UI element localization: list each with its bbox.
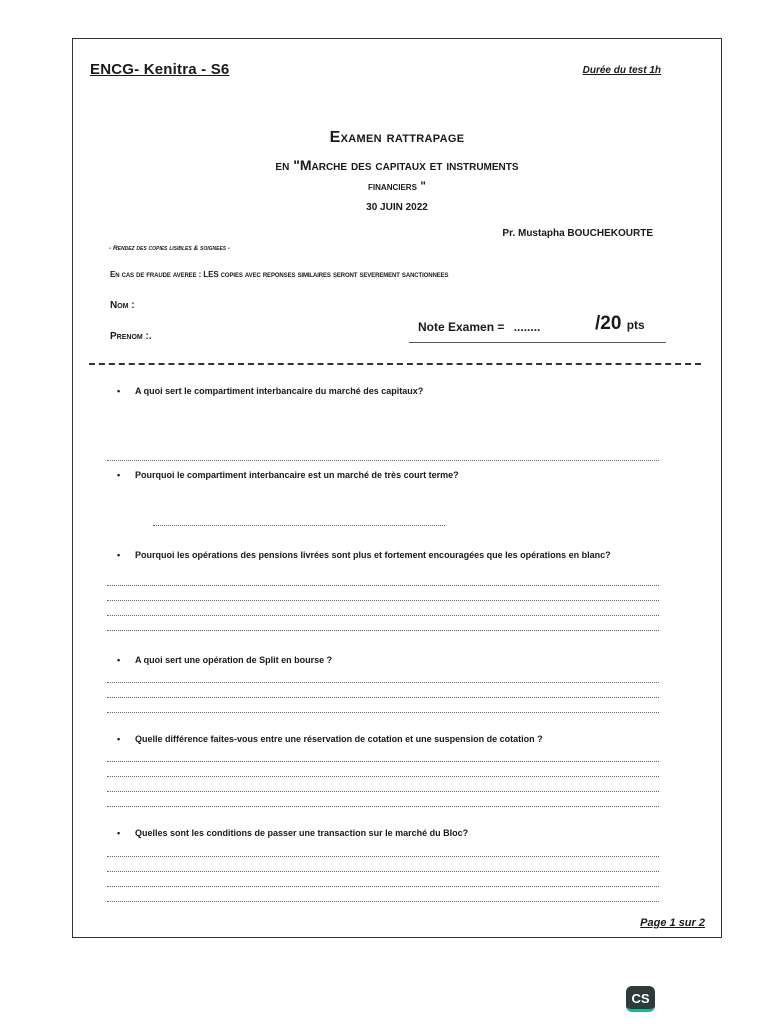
bullet: • <box>117 470 121 480</box>
answer-line <box>107 600 659 601</box>
question-6 <box>117 827 695 839</box>
exam-date: 30 JUIN 2022 <box>366 202 428 213</box>
professor-name: Pr. Mustapha BOUCHEKOURTE <box>502 228 653 239</box>
answer-line <box>107 776 659 777</box>
answer-line <box>107 615 659 616</box>
question-2 <box>117 469 695 481</box>
answer-line <box>107 585 659 586</box>
page-number: Page 1 sur 2 <box>640 917 705 929</box>
question-5 <box>117 733 695 745</box>
answer-line <box>107 761 659 762</box>
note-total <box>595 313 645 335</box>
answer-line <box>107 886 659 887</box>
question-1 <box>117 385 695 397</box>
note-underline <box>409 342 666 343</box>
nom-field: Nom : <box>110 300 135 311</box>
bullet: • <box>117 655 121 665</box>
answer-line <box>107 460 659 461</box>
question-text: A quoi sert le compartiment interbancaire du marché des capitaux? <box>135 386 424 396</box>
answer-line <box>107 806 659 807</box>
answer-line <box>107 630 659 631</box>
question-3 <box>117 549 680 561</box>
answer-line <box>107 871 659 872</box>
question-text: Pourquoi les opérations des pensions livrées sont plus et fortement encouragées que les opérations en blanc? <box>135 550 611 560</box>
test-duration: Durée du test 1h <box>582 65 661 76</box>
prenom-field: Prenom :. <box>110 331 152 342</box>
answer-line <box>107 856 659 857</box>
bullet: • <box>117 828 121 838</box>
answer-line <box>107 697 659 698</box>
note-label: Note Examen = <box>418 320 505 334</box>
question-text: Pourquoi le compartiment interbancaire est un marché de très court terme? <box>135 470 459 480</box>
question-4 <box>117 654 695 666</box>
bullet: • <box>117 550 121 560</box>
section-separator <box>89 363 701 365</box>
exam-subject-line2: financiers " <box>368 179 426 193</box>
question-text: A quoi sert une opération de Split en bourse ? <box>135 655 333 665</box>
advice-note: - Rendez des copies lisibles & soignees - <box>109 245 231 252</box>
exam-sheet <box>72 38 722 938</box>
school-header: ENCG- Kenitra - S6 <box>90 61 230 78</box>
camscanner-logo: CS <box>626 986 655 1012</box>
answer-line <box>107 791 659 792</box>
bullet: • <box>117 386 121 396</box>
answer-line <box>107 682 659 683</box>
fraud-notice: En cas de fraude averee : LES copies avec reponses similaires seront severement sanctionnees <box>110 270 449 279</box>
answer-line <box>153 525 445 526</box>
bullet: • <box>117 734 121 744</box>
note-examen <box>418 320 540 334</box>
note-blank: ........ <box>513 320 541 334</box>
question-text: Quelle différence faites-vous entre une réservation de cotation et une suspension de cotation ? <box>135 734 543 744</box>
note-unit: pts <box>626 318 645 332</box>
answer-line <box>107 901 659 902</box>
note-total-value: /20 <box>595 313 622 334</box>
exam-title: Examen rattrapage <box>329 129 465 146</box>
exam-subject-line1: en "Marche des capitaux et instruments <box>275 157 519 173</box>
answer-line <box>107 712 659 713</box>
question-text: Quelles sont les conditions de passer une transaction sur le marché du Bloc? <box>135 828 469 838</box>
